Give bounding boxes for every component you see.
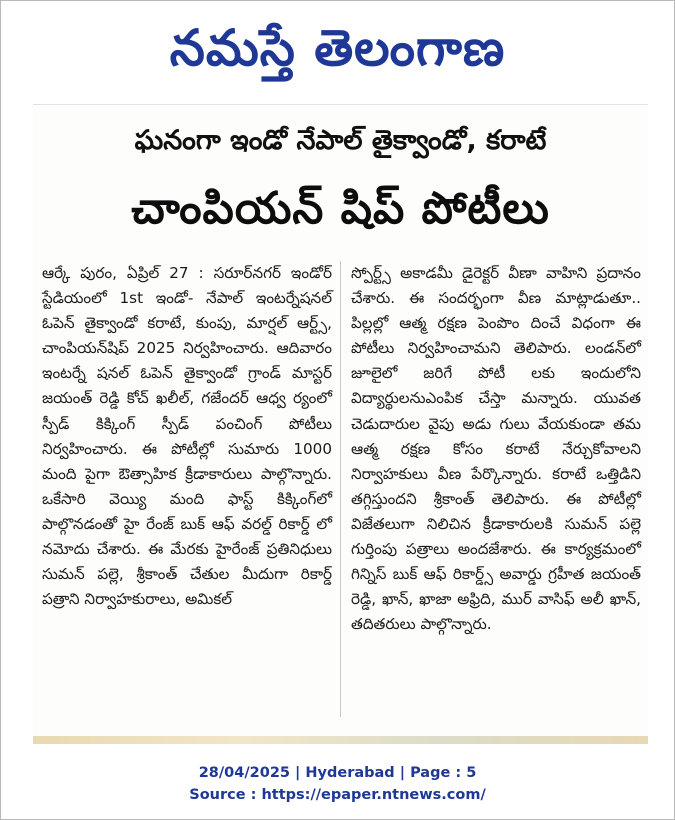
column-divider [340,261,341,717]
footer-source [0,784,675,806]
footer-source-label: Source : [189,787,262,803]
article-clipping [33,104,648,737]
article-headline: చాంపియన్ షిప్ పోటీలు [131,183,550,234]
article-column-left [42,261,332,612]
newspaper-masthead [0,4,675,92]
newspaper-logo-title: నమస్తే తెలంగాణ [169,19,506,77]
article-body-left: ఆర్కే పురం, ఏప్రిల్ 27 : సరూర్‌నగర్ ఇండోర్ స్టేడియంలో 1st ఇండో- నేపాల్ ఇంటర్నేషనల్ ఓపెన్ తైక్వాండో కరాటే, కుంపు, మార్షల్ ఆర్ట్స్, చాంపియన్‌షిప్ 2025 నిర్వహించారు. ఆదివారం ఇంటర్నే షనల్ ఓపెన్ తైక్వాండో గ్రాండ్ మాస్టర్ జయంత్ రెడ్డి కోచ్ ఖలీల్, గజేందర్ ఆధ్వ ర్యంలో స్పీడ్ కిక్కింగ్ స్పీడ్ పంచింగ్ పోటీలు నిర్వహించారు. ఈ పోటీల్లో సుమారు 1000 మంది పైగా ఔత్సాహిక క్రీడాకారులు పాల్గొన్నారు. ఒకేసారి వెయ్యి మంది ఫాస్ట్ కిక్కింగ్‌లో పాల్గొనడంతో హై రేంజ్ బుక్ ఆఫ్ వరల్డ్ రికార్డ్ లో నమోదు చేశారు. ఈ మేరకు హైరేంజ్ ప్రతినిధులు సుమన్ పల్లె, శ్రీకాంత్ చేతుల మీదుగా రికార్డ్ పత్రాని నిర్వాహకురాలు, అమికల్ [42,264,332,609]
clipping-bottom-strip [33,736,648,744]
footer-date-city-page: 28/04/2025 | Hyderabad | Page : 5 [198,765,477,781]
article-body-right: స్పోర్ట్స్ అకాడమీ డైరెక్టర్ వీణా వాహిని ప్రదానం చేశారు. ఈ సందర్భంగా వీణ మాట్లాడుతూ.. పిల్లల్లో ఆత్మ రక్షణ పెంపొం దించే విధంగా ఈ పోటీలు నిర్వహించామని తెలిపారు. లండన్‌లో జూలైలో జరిగే పోటీ లకు ఇందులోని విద్యార్థులనుఎంపిక చేస్తా మన్నారు. యువత చెడుదారుల వైపు అడు గులు వేయకుండా తమ ఆత్మ రక్షణ కోసం కరాటే నేర్చుకోవాలని నిర్వాహకులు వీణ పేర్కొన్నారు. కరాటే ఒత్తిడిని తగ్గిస్తుందని శ్రీకాంత్ తెలిపారు. ఈ పోటీల్లో విజేతలుగా నిలిచిన క్రీడాకారులకి సుమన్ పల్లె గుర్తింపు పత్రాలు అందజేశారు. ఈ కార్యక్రమంలో గిన్నిస్ బుక్ ఆఫ్ రికార్డ్స్ అవార్డు గ్రహీత జయంత్ రెడ్డి, ఖాన్, ఖాజా అఫ్రిది, ముర్ వాసిఫ్ అలీ ఖాన్, తదితరులు పాల్గొన్నారు. [351,264,641,634]
footer-source-link[interactable]: https://epaper.ntnews.com/ [261,787,486,803]
article-subheadline: ఘనంగా ఇండో నేపాల్ తైక్వాండో, కరాటే [134,125,547,156]
article-column-right [351,261,641,637]
footer [0,762,675,806]
